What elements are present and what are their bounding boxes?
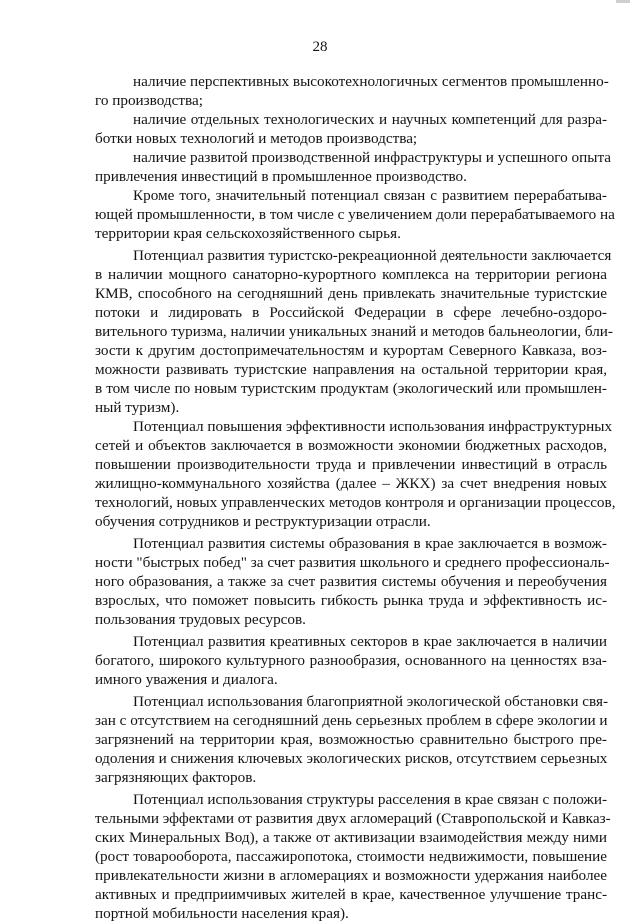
text-line: взрослых, что поможет повысить гибкость рынка труда и эффективность ис- <box>95 592 607 609</box>
text-line: обучения сотрудников и реструктуризации отрасли. <box>95 513 431 530</box>
text-line: богатого, широкого культурного разнообразия, основанного на ценностях вза- <box>95 652 607 669</box>
text-line: территории края сельскохозяйственного сырья. <box>95 225 401 242</box>
paragraph <box>95 148 612 186</box>
text-line: Потенциал использования структуры расселения в крае связан с положи- <box>133 791 608 808</box>
text-line: жилищно-коммунального хозяйства (далее – ЖКХ) за счет внедрения новых <box>95 475 607 492</box>
text-line: ный туризм). <box>95 399 180 416</box>
text-line: сетей и объектов заключается в возможности экономии бюджетных расходов, <box>95 437 607 454</box>
text-line: можности развивать туристские направления на остальной территории края, <box>95 361 607 378</box>
text-line: зости к другим достопримечательностям и курортам Северного Кавказа, воз- <box>95 342 607 359</box>
text-line: ских Минеральных Вод), а также от активизации взаимодействия между ними <box>95 829 607 846</box>
text-line: активных и предприимчивых жителей в крае, качественное улучшение транс- <box>95 886 607 903</box>
text-line: го производства; <box>95 92 203 109</box>
page-number: 28 <box>312 39 328 55</box>
scan-corner-mark <box>616 0 630 3</box>
paragraph <box>95 246 613 417</box>
text-line: имного уважения и диалога. <box>95 671 278 688</box>
text-line: пользования трудовых ресурсов. <box>95 611 306 628</box>
text-line: привлекательности жизни в агломерациях и возможности удержания наиболее <box>95 867 607 884</box>
paragraph <box>95 534 610 629</box>
text-line: загрязнений на территории края, возможностью сравнительно быстрого пре- <box>95 731 607 748</box>
paragraph <box>95 790 611 923</box>
text-line: Потенциал развития туристско-рекреационной деятельности заключается <box>133 247 612 264</box>
body-text <box>95 72 616 923</box>
text-line: вительного туризма, наличии уникальных знаний и методов бальнеологии, бли- <box>95 323 613 340</box>
paragraph <box>95 417 616 531</box>
paragraph <box>95 186 615 243</box>
text-line: Потенциал использования благоприятной экологической обстановки свя- <box>133 693 609 710</box>
text-line: портной мобильности населения края). <box>95 905 349 922</box>
text-line: ющей промышленности, в том числе с увеличением доли перерабатываемого на <box>95 206 615 223</box>
text-line: (рост товарооборота, пассажиропотока, стоимости недвижимости, повышение <box>95 848 607 865</box>
text-line: ности "быстрых побед" за счет развития школьного и среднего профессиональ- <box>95 554 610 571</box>
text-line: Потенциал повышения эффективности использования инфраструктурных <box>133 418 613 435</box>
text-line: КМВ, способного на сегодняшний день привлекать значительные туристские <box>95 285 607 302</box>
text-line: ботки новых технологий и методов производства; <box>95 130 418 147</box>
paragraph <box>95 692 607 787</box>
text-line: технологий, новых управленческих методов контроля и организации процессов, <box>95 494 616 511</box>
text-line: тельными эффектами от развития двух агломераций (Ставропольской и Кавказ- <box>95 810 611 827</box>
text-line: Потенциал развития системы образования в крае заключается в возмож- <box>133 535 607 552</box>
text-line: привлечения инвестиций в промышленное производство. <box>95 168 467 185</box>
paragraph <box>95 110 607 148</box>
text-line: Кроме того, значительный потенциал связан с развитием перерабатыва- <box>133 187 607 204</box>
text-line: наличие отдельных технологических и научных компетенций для разра- <box>133 111 607 128</box>
text-line: наличие развитой производственной инфраструктуры и успешного опыта <box>133 149 612 166</box>
text-line: потоки и лидировать в Российской Федерации в сфере лечебно-оздоро- <box>95 304 607 321</box>
text-line: зан с отсутствием на сегодняшний день серьезных проблем в сфере экологии и <box>95 712 608 729</box>
paragraph <box>95 72 607 110</box>
text-line: одоления и снижения ключевых экологических рисков, отсутствием серьезных <box>95 750 608 767</box>
text-line: загрязняющих факторов. <box>95 769 257 786</box>
text-line: наличие перспективных высокотехнологичных сегментов промышленно- <box>133 73 609 90</box>
text-line: в наличии мощного санаторно-курортного комплекса на территории региона <box>95 266 607 283</box>
text-line: ного образования, а также за счет развития системы обучения и переобучения <box>95 573 607 590</box>
text-line: в том числе по новым туристским продуктам (экологический или промышлен- <box>95 380 607 397</box>
paragraph <box>95 632 607 689</box>
text-line: Потенциал развития креативных секторов в крае заключается в наличии <box>133 633 607 650</box>
text-line: повышении производительности труда и привлечении инвестиций в отрасль <box>95 456 607 473</box>
